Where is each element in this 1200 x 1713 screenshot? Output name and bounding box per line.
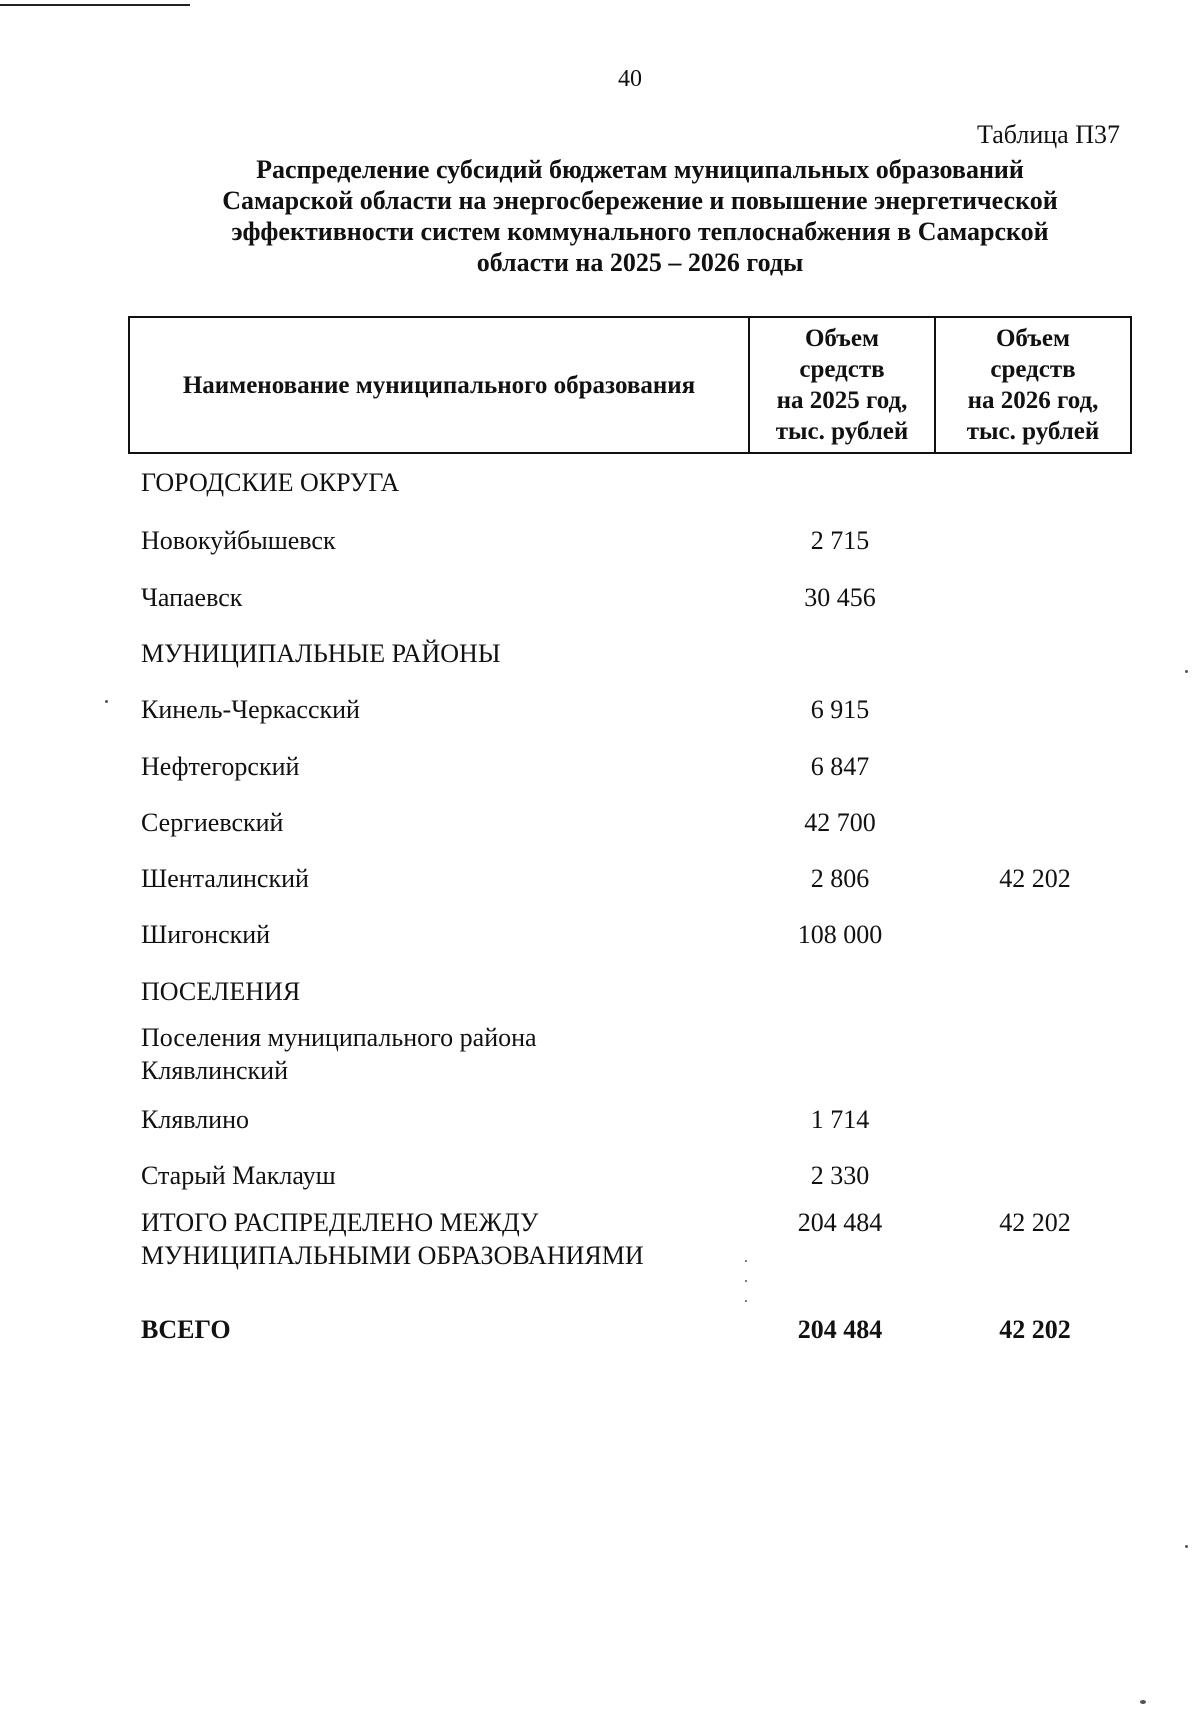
page-number: 40 [618,66,642,92]
scan-speck [1185,1545,1188,1548]
header-2026: Объем средств на 2026 год, тыс. рублей [966,325,1100,445]
scan-speck [745,1260,747,1262]
title-line: области на 2025 – 2026 годы [476,248,804,277]
document-title [150,154,1130,278]
scan-speck [1185,670,1188,673]
header-municipality: Наименование муниципального образования [130,318,750,452]
scan-speck [745,1280,747,1282]
scan-speck [1140,1700,1146,1704]
scan-speck [105,700,108,703]
title-line: эффективности систем коммунального теплоснабжения в Самарской [231,217,1049,246]
header-2025: Объем средств на 2025 год, тыс. рублей [750,318,936,452]
title-line: Распределение субсидий бюджетам муниципальных образований [256,155,1024,184]
title-line: Самарской области на энергосбережение и повышение энергетической [222,186,1058,215]
table-header [128,316,1132,454]
scan-edge-line [0,4,190,6]
table-label: Таблица П37 [977,120,1120,149]
scan-speck [745,1300,747,1302]
